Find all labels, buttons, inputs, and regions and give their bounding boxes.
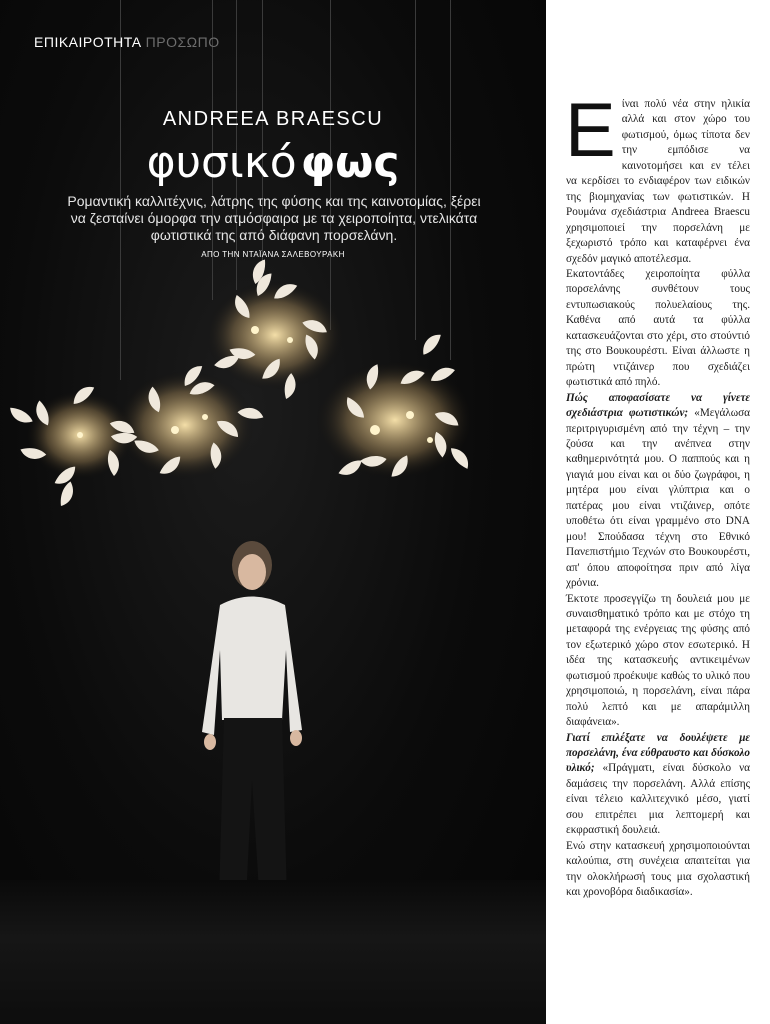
question: Πώς αποφασίσατε να γίνετε σχεδιάστρια φωτιστικών;: [566, 391, 750, 420]
paragraph: [566, 391, 750, 592]
answer: «Πράγματι, είναι δύσκολο να δαμάσεις την πορσελάνη. Αλλά επίσης είναι τέλειο καλλιτεχνικό μέσο, γιατί σου επιτρέπει μια λεπτομερή και εκφραστική δουλειά.: [566, 762, 751, 837]
headline-bold: φως: [300, 137, 400, 188]
paragraph: Είναι πολύ νέα στην ηλικία αλλά και στον χώρο του φωτισμού, όμως τίποτα δεν την εμπόδισε να καινοτομήσει και εν τέλει να κερδίσει το ενδιαφέρον των ειδικών της βιομηχανίας των φωτιστικών. Η Ρουμάνα σχεδιάστρια Andreea Braescu χρησιμοποιεί την πορσελάνη με ξεχωριστό τρόπο και καταφέρνει ένα σχεδόν μαγικό αποτέλεσμα.: [565, 88, 750, 265]
stage-floor: [0, 880, 546, 1024]
answer: «Μεγάλωσα περιτριγυρισμένη από την τέχνη – την ζούσα και την ανέπνεα στην καθημερινότητά μου. Ο παππούς και η γιαγιά μου είναι και οι δύο ζωγράφοι, η μητέρα μου είναι γλύπτρια και ο πατέρας μου είναι ντιζάινερ, οπότε υποθέτω ότι είναι γραμμένο στο DNA μου! Σπούδασα τέχνη στο Εθνικό Πανεπιστήμιο Τεχνών στο Βουκουρέστι, απ' όπου αποφοίτησα πριν από λίγα χρόνια.: [566, 407, 750, 590]
text-column-panel: [546, 0, 770, 1024]
section-label: ΕΠΙΚΑΙΡΟΤΗΤΑ: [34, 34, 142, 50]
section-header: [34, 34, 220, 50]
byline: ΑΠΟ ΤΗΝ ΝΤΑΪΑΝΑ ΣΑΛΕΒΟΥΡΑΚΗ: [201, 250, 345, 259]
designer-name: ANDREEA BRAESCU: [162, 108, 384, 130]
paragraph: [566, 731, 750, 839]
headline-light: φυσικό: [146, 137, 297, 188]
paragraph: Ενώ στην κατασκευή χρησιμοποιούνται καλούπια, στη συνέχεια απαιτείται για την ολοκλήρωσή τους μια σχολαστική και χρονοβόρα διαδικασία».: [566, 839, 750, 899]
porcelain-chandelier-photo: [0, 0, 546, 620]
intro-text: Ρομαντική καλλιτέχνις, λάτρης της φύσης και της καινοτομίας, ξέρει να ζεσταίνει όμορφα την ατμόσφαιρα με τα χειροποίητα, ντελικάτα φωτιστικά της από διάφανη πορσελάνη.: [67, 193, 481, 243]
paragraph: Έκτοτε προσεγγίζω τη δουλειά μου με συναισθηματικό τρόπο και με στόχο τη μεταφορά της ενέργειας της φύσης από τον εξωτερικό χώρο στον εσωτερικό. Η ιδέα της κατασκευής αντικειμένων φωτισμού προέκυψε καθώς το υλικό που χρησιμοποιώ, η πορσελάνη, είναι πάρα πολύ λεπτό και με απαράμιλλη διαφάνεια».: [566, 592, 750, 729]
subsection-label: ΠΡΟΣΩΠΟ: [145, 34, 220, 50]
question: Γιατί επιλέξατε να δουλέψετε με πορσελάνη, ένα εύθραυστο και δύσκολο υλικό;: [566, 731, 750, 775]
paragraph: Εκατοντάδες χειροποίητα φύλλα πορσελάνης συνθέτουν τους εντυπωσιακούς πολυελαίους της. Καθένα από αυτά τα φύλλα κατασκευάζονται στο χέρι, στο στούντιό της στο Βουκουρέστι. Είναι άλλωστε η πρώτη ντιζάινερ που σχεδιάζει φωτιστικά από πηλό.: [566, 267, 750, 389]
article-body: [565, 88, 751, 901]
drop-cap: Ε: [565, 88, 616, 173]
article-headline: [0, 136, 546, 190]
